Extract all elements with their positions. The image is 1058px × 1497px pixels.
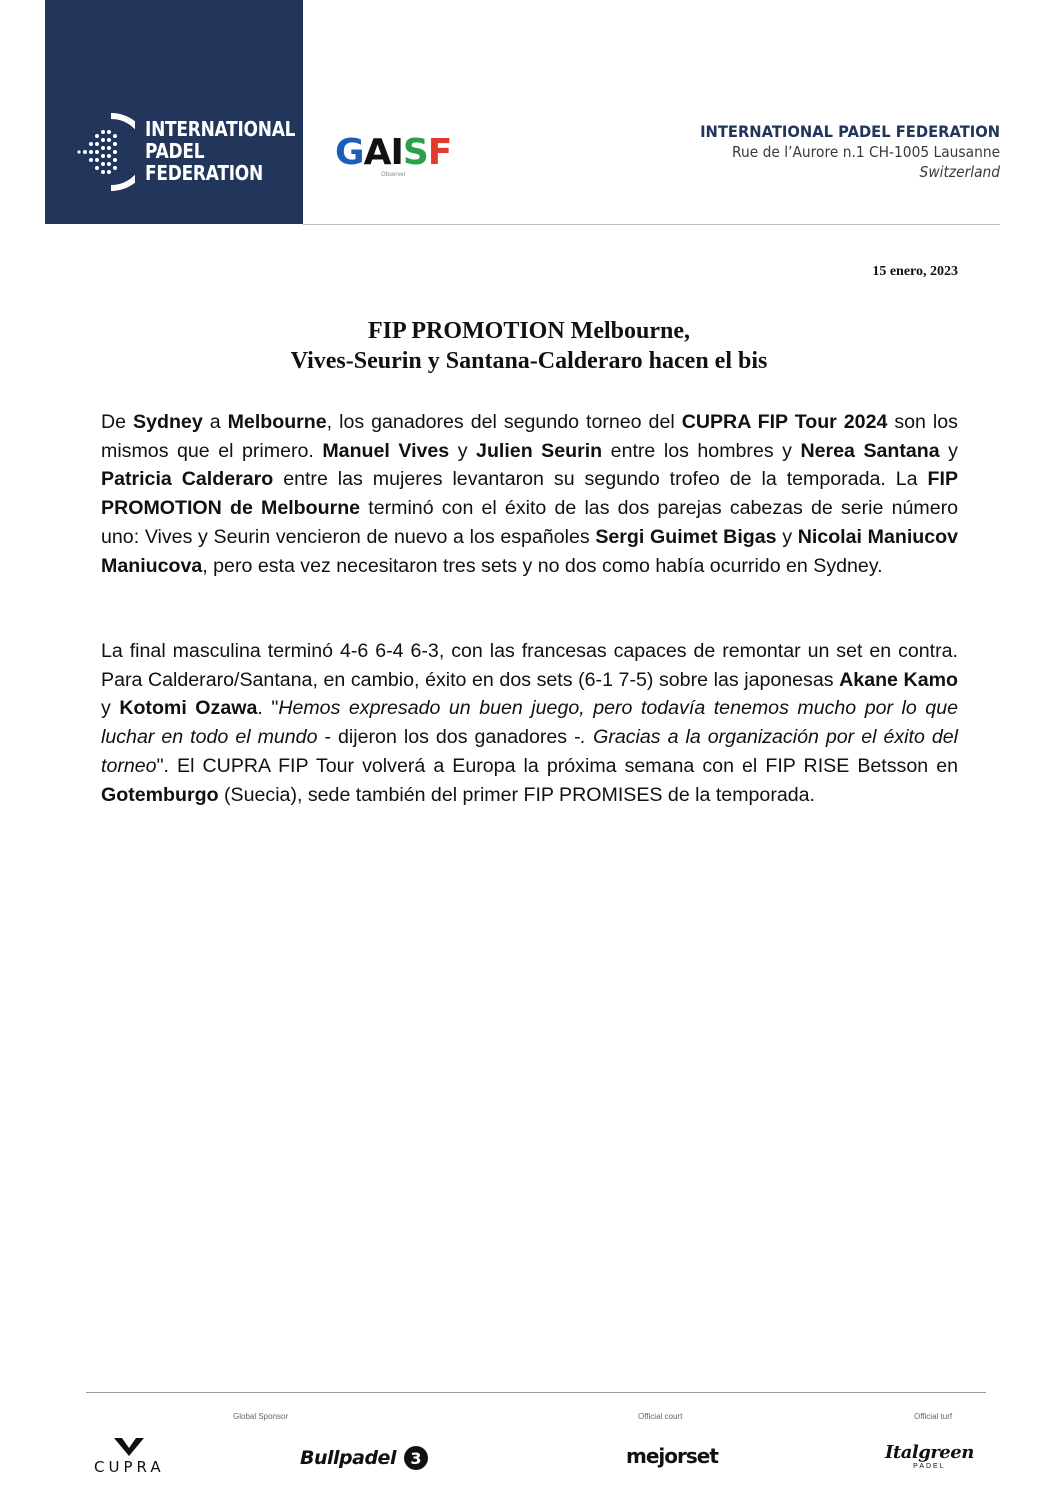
logo-line: PADEL [145,139,205,163]
bold-span: FIP PROMOTION de Melbourne [101,468,959,520]
gaisf-subtitle: Observer [381,172,406,178]
address-country: Switzerland [919,163,1000,181]
text-span: terminó con el éxito de las dos parejas cabezas de serie número uno: Vives y Seurin vencieron de nuevo a los españoles [101,497,959,548]
document-date: 15 enero, 2023 [872,264,958,279]
bold-span: Sydney [133,411,203,433]
bold-span: Nicolai Maniucov Maniucova [101,525,958,577]
text-span: ". El CUPRA FIP Tour volverá a Europa la próxima semana con el FIP RISE Betsson en [156,754,958,777]
text-span: De [101,411,134,433]
logo-line: FEDERATION [145,161,263,185]
global-sponsor-label: Global Sponsor [233,1412,289,1421]
bold-span: Kotomi Ozawa [119,697,258,720]
cupra-wordmark: CUPRA [94,1458,165,1476]
text-span: a [202,411,228,433]
paragraph-2 [101,637,958,809]
bold-span: Nerea Santana [800,439,940,462]
text-span: entre las mujeres levantaron su segundo trofeo de la temporada. La [273,468,928,491]
svg-text:3: 3 [410,1449,422,1468]
italgreen-logo [885,1442,974,1470]
bullpadel-emblem-icon [398,1444,434,1472]
bold-span: Sergi Guimet Bigas [595,525,777,548]
text-span: y [776,525,798,548]
official-court-label: Official court [638,1412,683,1421]
paragraph-1 [101,408,958,580]
text-span: , los ganadores del segundo torneo del [326,411,682,433]
bold-span: Gotemburgo [101,783,219,806]
text-span: son los mismos que el primero. [101,411,958,462]
gaisf-logo [335,134,467,180]
mejorset-wordmark: mejorset [626,1444,718,1468]
address-org: INTERNATIONAL PADEL FEDERATION [700,122,1000,141]
text-span: entre los hombres y [602,439,801,462]
text-span: - dijeron los dos ganadores - [317,726,581,749]
cupra-logo [94,1436,165,1476]
mejorset-logo [626,1444,718,1468]
official-turf-label: Official turf [914,1412,953,1421]
italic-span: . Gracias a la organización por el éxito del torneo [101,726,958,777]
address-street: Rue de l’Aurore n.1 CH-1005 Lausanne [731,143,1000,161]
bold-span: Melbourne [227,411,327,433]
header-divider [303,224,1000,225]
gaisf-word: GAISF [335,132,452,173]
federation-logo-block [45,0,303,224]
bold-span: Manuel Vives [322,439,450,462]
text-span: y [101,697,120,720]
cupra-emblem-icon [112,1436,146,1456]
bold-span: Akane Kamo [839,668,958,691]
title-line-2: Vives-Seurin y Santana-Calderaro hacen el bis [290,348,768,374]
text-span: y [939,439,958,462]
federation-ball-icon [75,110,135,192]
bold-span: CUPRA FIP Tour 2024 [681,411,888,433]
federation-logo-text [145,118,295,184]
italic-span: Hemos expresado un buen juego, pero todavía tenemos mucho por lo que luchar en todo el mundo [101,697,958,749]
title-line-1: FIP PROMOTION Melbourne, [368,318,690,344]
logo-line: INTERNATIONAL [145,117,296,141]
text-span: . " [257,697,279,720]
text-span: (Suecia), sede también del primer FIP PROMISES de la temporada. [218,783,815,806]
federation-address [700,122,1000,182]
bold-span: Patricia Calderaro [101,468,274,491]
bold-span: Julien Seurin [476,439,603,462]
bullpadel-logo [300,1444,434,1472]
text-span: y [449,439,477,462]
text-span: , pero esta vez necesitaron tres sets y no dos como había ocurrido en Sydney. [202,554,883,577]
bullpadel-wordmark: Bullpadel [300,1447,396,1469]
text-span: La final masculina terminó 4-6 6-4 6-3, con las francesas capaces de remontar un set en contra. Para Calderaro/Santana, en cambio, éxito en dos sets (6-1 7-5) sobre las japonesas [101,640,958,691]
italgreen-wordmark: Italgreen [885,1442,974,1463]
document-title [100,316,958,376]
italgreen-subtitle: PADEL [913,1463,946,1470]
footer-divider [86,1392,986,1393]
